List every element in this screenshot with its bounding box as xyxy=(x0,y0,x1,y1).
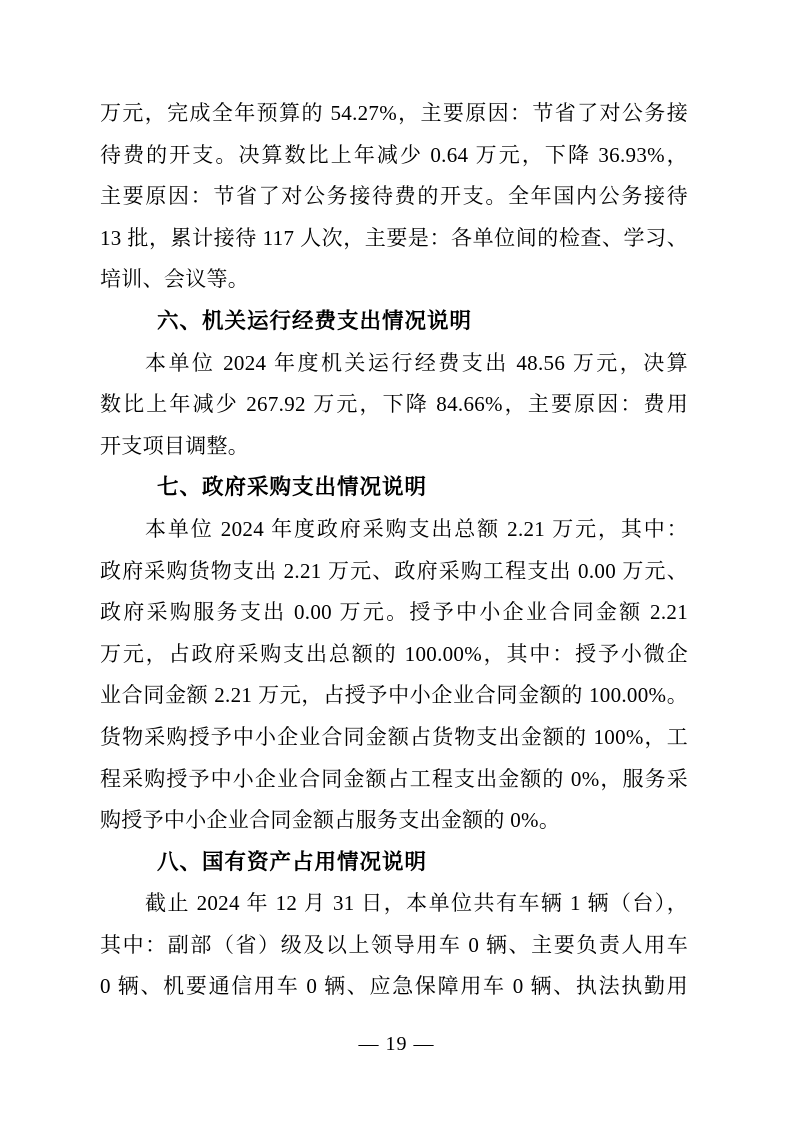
para-reception-expense-continued-line: 培训、会议等。 xyxy=(100,267,250,292)
para-reception-expense-continued-line: 待费的开支。决算数比上年减少 0.64 万元，下降 36.93%， xyxy=(100,142,688,167)
para-state-assets-line: 截止 2024 年 12 月 31 日，本单位共有车辆 1 辆（台）， xyxy=(145,891,688,916)
para-gov-procurement-line: 万元，占政府采购支出总额的 100.00%，其中：授予小微企 xyxy=(100,641,688,666)
para-gov-procurement-line: 政府采购服务支出 0.00 万元。授予中小企业合同金额 2.21 xyxy=(100,600,688,625)
heading-section-7-gov-procurement: 七、政府采购支出情况说明 xyxy=(157,475,428,500)
para-state-assets-line: 其中：副部（省）级及以上领导用车 0 辆、主要负责人用车 xyxy=(100,932,688,957)
para-operating-expense-line: 本单位 2024 年度机关运行经费支出 48.56 万元，决算 xyxy=(145,350,688,375)
para-state-assets-line: 0 辆、机要通信用车 0 辆、应急保障用车 0 辆、执法执勤用 xyxy=(100,974,688,999)
para-gov-procurement-line: 政府采购货物支出 2.21 万元、政府采购工程支出 0.00 万元、 xyxy=(100,558,688,583)
para-reception-expense-continued-line: 13 批，累计接待 117 人次，主要是：各单位间的检查、学习、 xyxy=(100,225,688,250)
document-body xyxy=(100,93,688,1008)
para-reception-expense-continued-line: 万元，完成全年预算的 54.27%，主要原因：节省了对公务接 xyxy=(100,101,688,125)
heading-section-6-operating-expense: 六、机关运行经费支出情况说明 xyxy=(157,308,473,333)
page-number: — 19 — xyxy=(358,1033,435,1055)
para-gov-procurement-line: 程采购授予中小企业合同金额占工程支出金额的 0%，服务采 xyxy=(100,766,688,791)
para-gov-procurement-line: 购授予中小企业合同金额占服务支出金额的 0%。 xyxy=(100,808,561,833)
para-reception-expense-continued-line: 主要原因：节省了对公务接待费的开支。全年国内公务接待 xyxy=(100,184,688,209)
para-gov-procurement-line: 货物采购授予中小企业合同金额占货物支出金额的 100%，工 xyxy=(100,724,688,749)
heading-section-8-state-assets: 八、国有资产占用情况说明 xyxy=(157,849,428,874)
para-operating-expense-line: 数比上年减少 267.92 万元，下降 84.66%，主要原因：费用 xyxy=(100,392,688,417)
para-gov-procurement-line: 业合同金额 2.21 万元，占授予中小企业合同金额的 100.00%。 xyxy=(100,683,688,708)
para-gov-procurement-line: 本单位 2024 年度政府采购支出总额 2.21 万元，其中： xyxy=(145,516,688,541)
para-operating-expense-line: 开支项目调整。 xyxy=(100,433,250,458)
